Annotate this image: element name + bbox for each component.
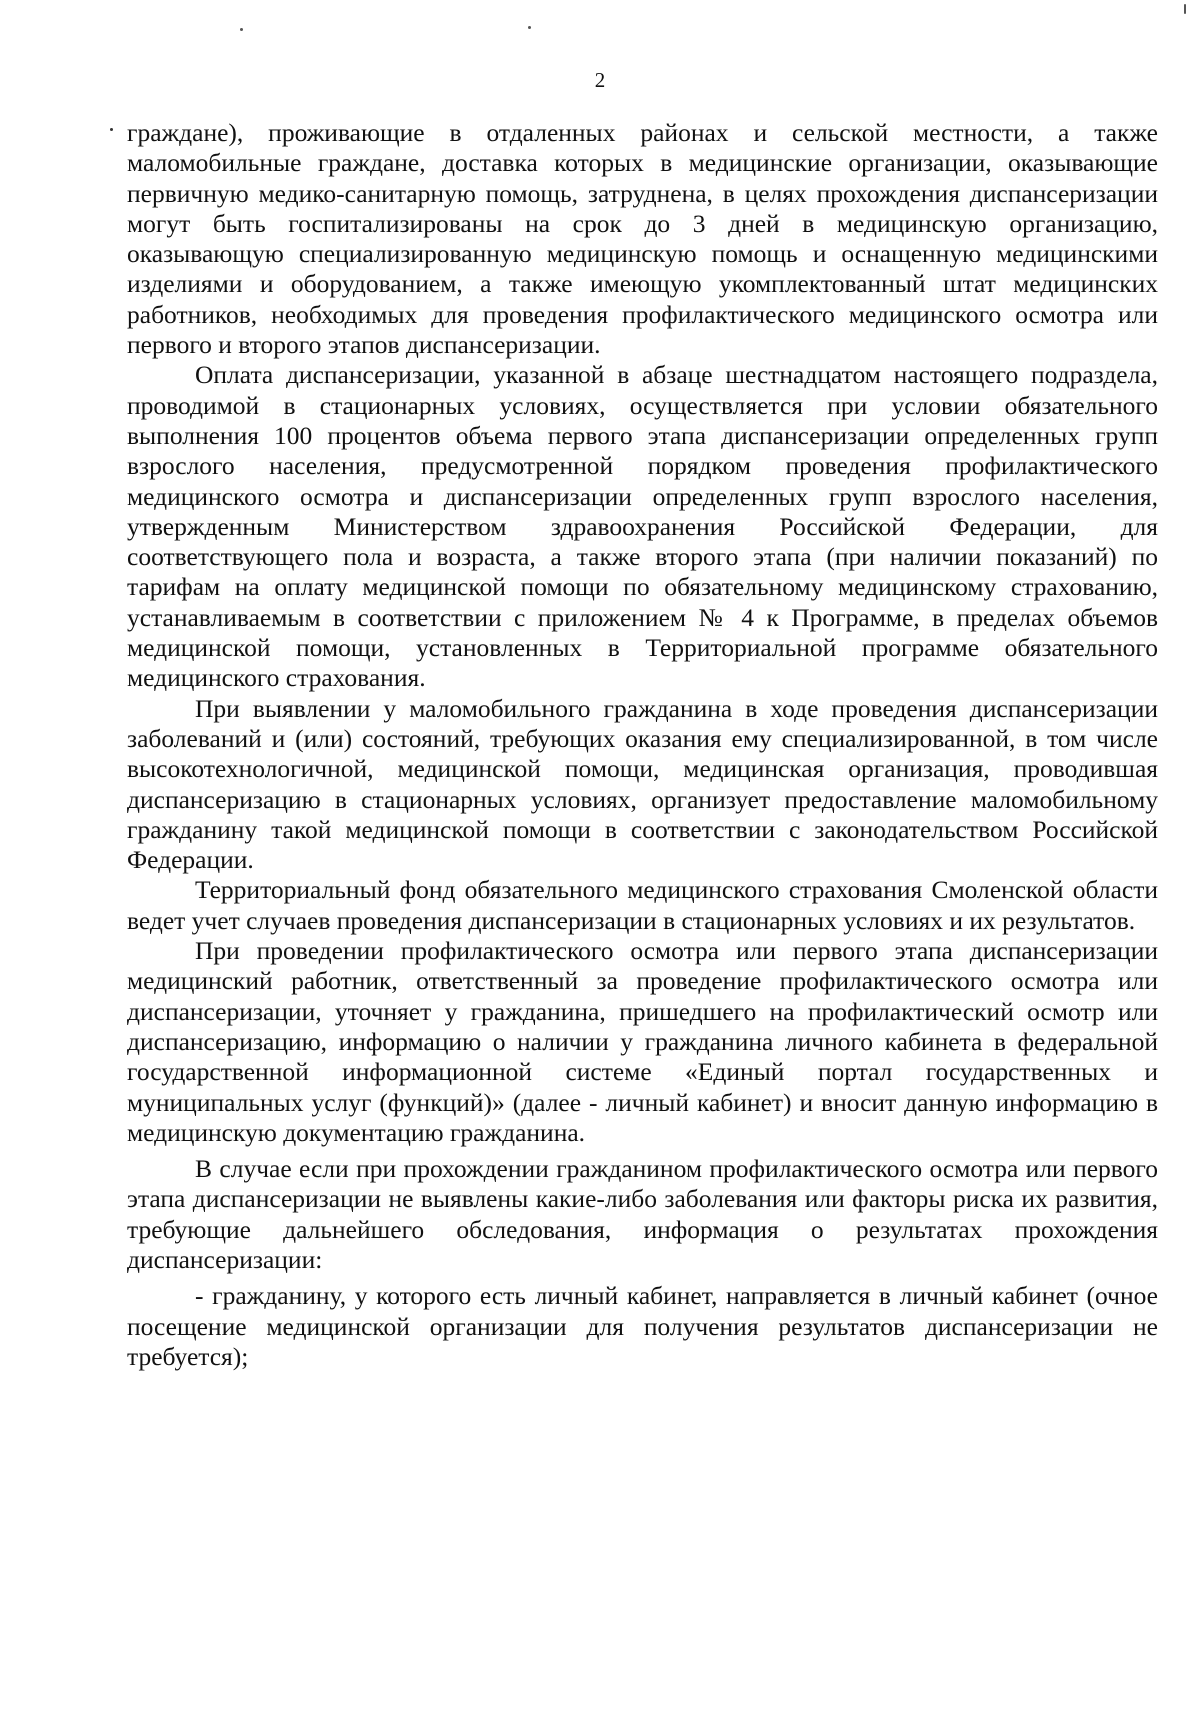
paragraph: В случае если при прохождении гражданином профилактического осмотра или первого этапа диспансеризации не выявлены какие-либо заболевания или факторы риска их развития, требующие дальнейшего обследования, информация о результатах прохождения диспансеризации:: [127, 1154, 1158, 1274]
paragraph: Территориальный фонд обязательного медицинского страхования Смоленской области ведет учет случаев проведения диспансеризации в стационарных условиях и их результатов.: [127, 875, 1158, 935]
paragraph: При проведении профилактического осмотра или первого этапа диспансеризации медицинский работник, ответственный за проведение профилактического осмотра или диспансеризации, уточняет у гражданина, пришедшего на профилактический осмотр или диспансеризацию, информацию о наличии у гражданина личного кабинета в федеральной государственной информационной системе «Единый портал государственных и муниципальных услуг (функций)» (далее - личный кабинет) и вносит данную информацию в медицинскую документацию гражданина.: [127, 936, 1158, 1147]
scan-speck: [240, 28, 243, 31]
scan-speck: [1184, 4, 1186, 14]
document-body: [127, 118, 1158, 1372]
paragraph: граждане), проживающие в отдаленных районах и сельской местности, а также маломобильные граждане, доставка которых в медицинские организации, оказывающие первичную медико-санитарную помощь, затруднена, в целях прохождения диспансеризации могут быть госпитализированы на срок до 3 дней в медицинскую организацию, оказывающую специализированную медицинскую помощь и оснащенную медицинскими изделиями и оборудованием, а также имеющую укомплектованный штат медицинских работников, необходимых для проведения профилактического медицинского осмотра или первого и второго этапов диспансеризации.: [127, 118, 1158, 360]
scan-speck: [528, 26, 531, 29]
margin-mark: [110, 128, 113, 131]
paragraph: - гражданину, у которого есть личный кабинет, направляется в личный кабинет (очное посещение медицинской организации для получения результатов диспансеризации не требуется);: [127, 1281, 1158, 1371]
paragraph: При выявлении у маломобильного гражданина в ходе проведения диспансеризации заболеваний и (или) состояний, требующих оказания ему специализированной, в том числе высокотехнологичной, медицинской помощи, медицинская организация, проводившая диспансеризацию в стационарных условиях, организует предоставление маломобильному гражданину такой медицинской помощи в соответствии с законодательством Российской Федерации.: [127, 693, 1158, 875]
paragraph: Оплата диспансеризации, указанной в абзаце шестнадцатом настоящего подраздела, проводимой в стационарных условиях, осуществляется при условии обязательного выполнения 100 процентов объема первого этапа диспансеризации определенных групп взрослого населения, предусмотренной порядком проведения профилактического медицинского осмотра и диспансеризации определенных групп взрослого населения, утвержденным Министерством здравоохранения Российской Федерации, для соответствующего пола и возраста, а также второго этапа (при наличии показаний) по тарифам на оплату медицинской помощи по обязательному медицинскому страхованию, устанавливаемым в соответствии с приложением № 4 к Программе, в пределах объемов медицинской помощи, установленных в Территориальной программе обязательного медицинского страхования.: [127, 360, 1158, 693]
page-number: 2: [594, 68, 606, 92]
